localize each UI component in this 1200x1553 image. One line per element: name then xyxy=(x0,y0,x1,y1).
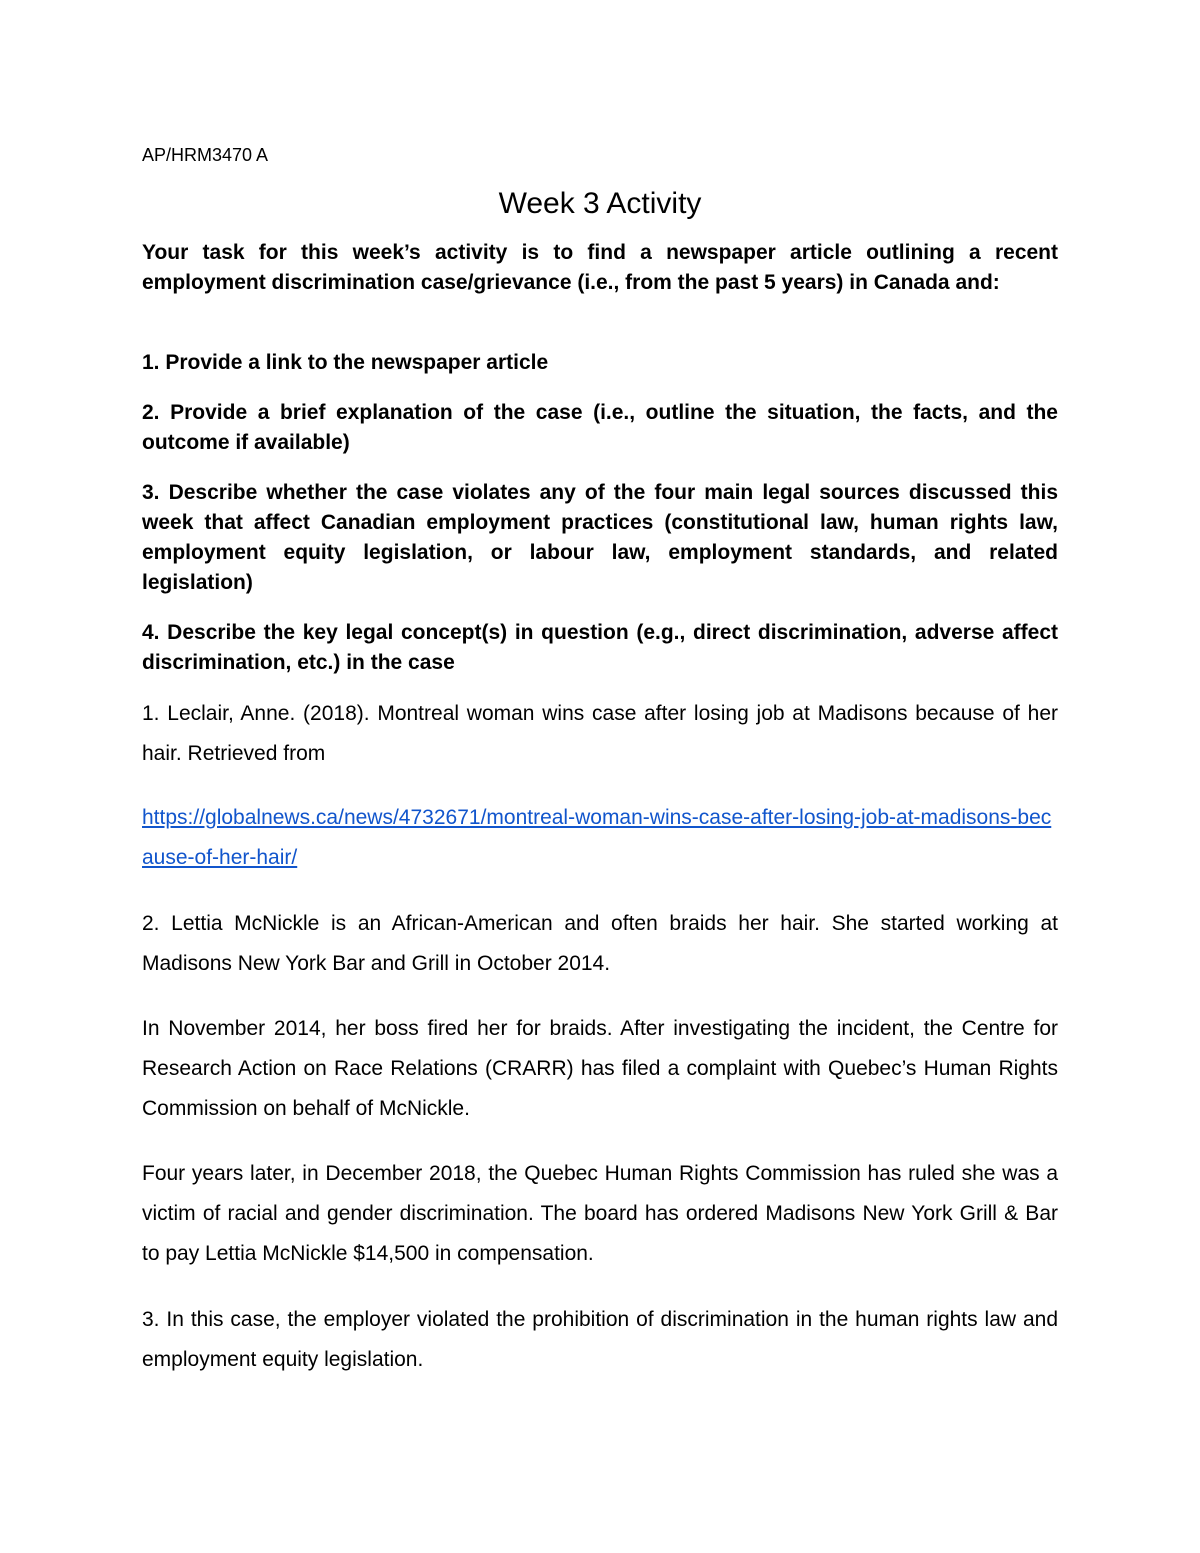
answer-paragraph-5: 3. In this case, the employer violated the prohibition of discrimination in the human rights law and employment equity legislation. xyxy=(142,1308,1058,1371)
task-intro: Your task for this week’s activity is to find a newspaper article outlining a recent employment discrimination case/grievance (i.e., from the past 5 years) in Canada and: xyxy=(142,241,1058,294)
instruction-item-2: 2. Provide a brief explanation of the case (i.e., outline the situation, the facts, and the outcome if available) xyxy=(142,401,1058,454)
article-link[interactable]: https://globalnews.ca/news/4732671/montreal-woman-wins-case-after-losing-job-at-madisons-because-of-her-hair/ xyxy=(142,806,1052,869)
answer-paragraph-4: Four years later, in December 2018, the Quebec Human Rights Commission has ruled she was a victim of racial and gender discrimination. The board has ordered Madisons New York Grill & Bar to pay Lettia McNickle $14,500 in compensation. xyxy=(142,1162,1058,1265)
article-link-paragraph xyxy=(142,798,1058,878)
instruction-item-3: 3. Describe whether the case violates any of the four main legal sources discussed this week that affect Canadian employment practices (constitutional law, human rights law, employment equity legislation, or labour law, employment standards, and related legislation) xyxy=(142,481,1058,594)
answer-paragraph-3: In November 2014, her boss fired her for braids. After investigating the incident, the Centre for Research Action on Race Relations (CRARR) has filed a complaint with Quebec’s Human Rights Commission on behalf of McNickle. xyxy=(142,1017,1058,1120)
instruction-item-1: 1. Provide a link to the newspaper article xyxy=(142,351,549,374)
instruction-item-4: 4. Describe the key legal concept(s) in question (e.g., direct discrimination, adverse affect discrimination, etc.) in the case xyxy=(142,621,1058,674)
course-code: AP/HRM3470 A xyxy=(142,145,269,165)
page-title: Week 3 Activity xyxy=(498,187,702,220)
answer-paragraph-2: 2. Lettia McNickle is an African-American and often braids her hair. She started working at Madisons New York Bar and Grill in October 2014. xyxy=(142,912,1058,975)
answer-reference: 1. Leclair, Anne. (2018). Montreal woman wins case after losing job at Madisons because of her hair. Retrieved from xyxy=(142,702,1058,765)
